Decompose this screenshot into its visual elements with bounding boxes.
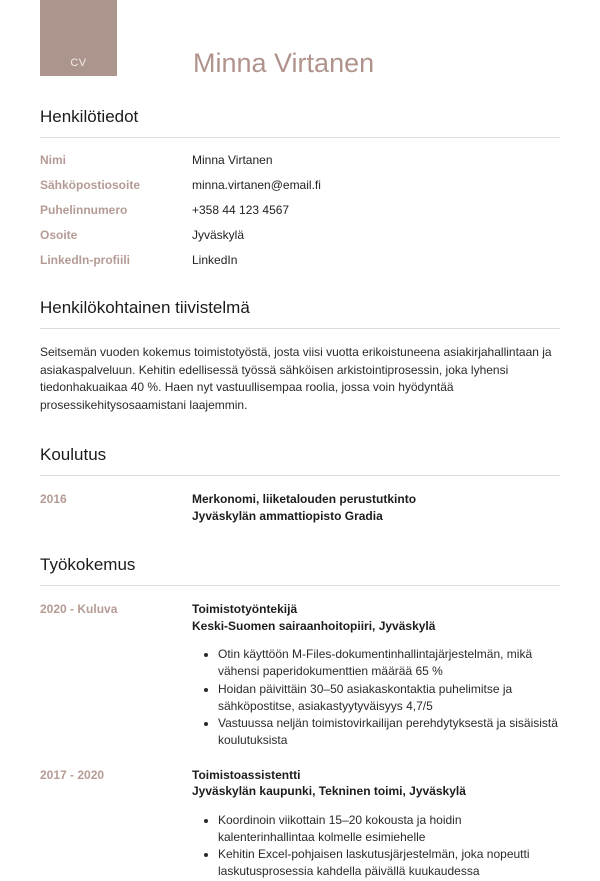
page-title: Minna Virtanen xyxy=(193,48,375,78)
entry-main xyxy=(192,767,560,881)
info-row-address xyxy=(40,228,560,242)
entry-period: 2016 xyxy=(40,492,67,506)
entry-bullet-list xyxy=(192,812,560,881)
section-summary xyxy=(40,298,560,414)
entry-main xyxy=(192,601,560,750)
bullet-item: • Hoidan päivittäin 30–50 asiakaskontaktia puhelimitse ja sähköpostitse, asiakastyytyväisyys 4,7/5 xyxy=(218,681,560,715)
info-label: LinkedIn-profiili xyxy=(40,253,130,267)
experience-entry xyxy=(40,601,560,750)
info-value: LinkedIn xyxy=(192,253,238,267)
entry-period: 2017 - 2020 xyxy=(40,767,105,782)
entry-main xyxy=(192,491,560,524)
info-row-phone xyxy=(40,203,560,217)
entry-subtitle: Jyväskylän kaupunki, Tekninen toimi, Jyväskylä xyxy=(192,784,466,798)
document-header xyxy=(0,0,600,76)
bullet-item: • Otin käyttöön M-Files-dokumentinhallintajärjestelmän, mikä vähensi paperidokumenttien määrää 65 % xyxy=(218,646,560,680)
entry-period: 2020 - Kuluva xyxy=(40,602,118,616)
entry-subtitle: Jyväskylän ammattiopisto Gradia xyxy=(192,508,383,523)
info-value: minna.virtanen@email.fi xyxy=(192,178,321,192)
bullet-item: • Kehitin Excel-pohjaisen laskutusjärjestelmän, joka nopeutti laskutusprosessia kahdella päivällä kuukaudessa xyxy=(218,846,560,880)
info-value: Jyväskylä xyxy=(192,228,245,242)
bullet-item: • Koordinoin viikottain 15–20 kokousta ja hoidin kalenterinhallintaa kolmelle esimiehelle xyxy=(218,812,560,846)
info-row-linkedin xyxy=(40,253,560,267)
entry-bullet-list xyxy=(192,646,560,749)
section-experience xyxy=(40,555,560,881)
info-label: Sähköpostiosoite xyxy=(40,178,141,192)
entry-title: Toimistotyöntekijä xyxy=(192,602,298,616)
section-heading-summary: Henkilökohtainen tiivistelmä xyxy=(40,298,560,329)
info-value: +358 44 123 4567 xyxy=(192,203,290,217)
info-row-name xyxy=(40,153,560,167)
section-education xyxy=(40,445,560,524)
entry-subtitle: Keski-Suomen sairaanhoitopiiri, Jyväskylä xyxy=(192,618,436,633)
experience-entry xyxy=(40,767,560,881)
info-label: Puhelinnumero xyxy=(40,203,128,217)
bullet-item: • Vastuussa neljän toimistovirkailijan perehdytyksestä ja sisäisistä koulutuksista xyxy=(218,715,560,749)
education-entry xyxy=(40,491,560,524)
entry-title: Merkonomi, liiketalouden perustutkinto xyxy=(192,492,417,506)
entry-title: Toimistoassistentti xyxy=(192,767,301,782)
section-personal-info xyxy=(40,107,560,267)
cv-badge xyxy=(40,0,117,76)
info-label: Osoite xyxy=(40,228,78,242)
summary-text: Seitsemän vuoden kokemus toimistotyöstä, josta viisi vuotta erikoistuneena asiakirjahallintaan ja asiakaspalveluun. Kehitin edellisessä työssä sähköisen arkistointiprosessin, joka lyhensi tiedonhakuaikaa 40 %. Haen nyt vastuullisempaa roolia, jossa voin hyödyntää prosessikehitysosaamistani laajemmin. xyxy=(40,345,552,412)
section-heading-education: Koulutus xyxy=(40,445,560,476)
info-row-email xyxy=(40,178,560,192)
document-body xyxy=(0,107,600,881)
section-heading-experience: Työkokemus xyxy=(40,555,560,586)
info-value: Minna Virtanen xyxy=(192,153,273,167)
cv-badge-label: CV xyxy=(70,57,87,69)
info-label: Nimi xyxy=(40,153,67,167)
personal-info-list xyxy=(40,153,560,267)
section-heading-personal: Henkilötiedot xyxy=(40,107,560,138)
